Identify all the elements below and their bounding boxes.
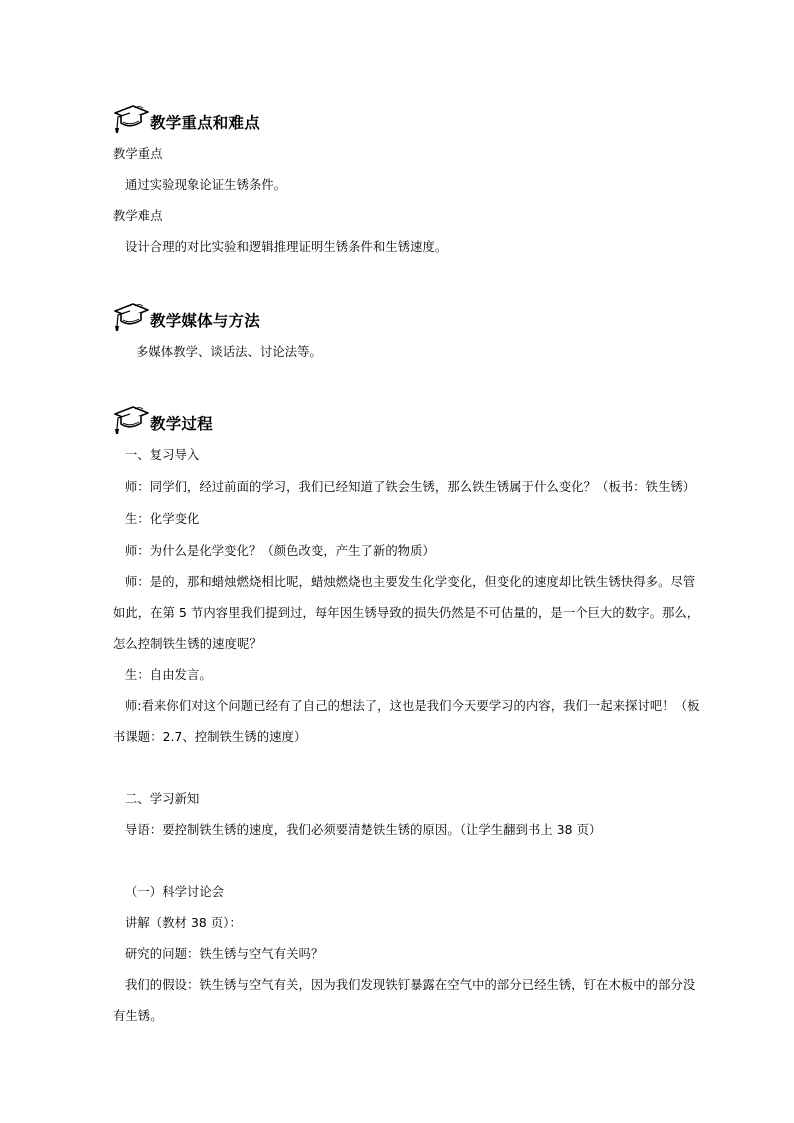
section-heading-focus xyxy=(113,101,260,135)
section-heading-process xyxy=(113,402,213,436)
paragraph: 我们的假设：铁生锈与空气有关，因为我们发现铁钉暴露在空气中的部分已经生锈，钉在木板中的部分没 xyxy=(125,978,696,992)
graduation-cap-icon xyxy=(113,301,149,333)
key-point-label: 教学重点 xyxy=(113,147,163,161)
key-point-text: 通过实验现象论证生锈条件。 xyxy=(125,178,287,192)
media-text: 多媒体教学、谈话法、讨论法等。 xyxy=(136,345,322,359)
paragraph: 研究的问题：铁生锈与空气有关吗？ xyxy=(125,947,324,961)
section-title: 教学重点和难点 xyxy=(150,114,260,132)
sub1-title: （一）科学讨论会 xyxy=(125,885,225,899)
paragraph: 讲解（教材 38 页）： xyxy=(125,916,242,930)
paragraph: 有生锈。 xyxy=(113,1009,163,1023)
section-title: 教学媒体与方法 xyxy=(150,312,260,330)
paragraph: 师:看来你们对这个问题已经有了自己的想法了，这也是我们今天要学习的内容，我们一起来探讨吧！（板 xyxy=(125,699,700,713)
paragraph: 怎么控制铁生锈的速度呢？ xyxy=(113,637,262,651)
paragraph: 书课题：2.7、控制铁生锈的速度） xyxy=(113,730,307,744)
graduation-cap-icon xyxy=(113,103,149,135)
graduation-cap-icon xyxy=(113,404,149,436)
paragraph: 师：是的，那和蜡烛燃烧相比呢，蜡烛燃烧也主要发生化学变化，但变化的速度却比铁生锈快得多。尽管 xyxy=(125,575,696,589)
part2-title: 二、学习新知 xyxy=(125,792,200,806)
difficulty-text: 设计合理的对比实验和逻辑推理证明生锈条件和生锈速度。 xyxy=(125,240,448,254)
paragraph: 如此，在第 5 节内容里我们提到过，每年因生锈导致的损失仍然是不可估量的，是一个巨大的数字。那么， xyxy=(113,606,700,620)
paragraph: 师：为什么是化学变化？（颜色改变，产生了新的物质） xyxy=(125,544,435,558)
section-title: 教学过程 xyxy=(150,415,213,433)
paragraph: 师：同学们，经过前面的学习，我们已经知道了铁会生锈，那么铁生锈属于什么变化？（板书：铁生锈） xyxy=(125,480,696,494)
paragraph: 生：化学变化 xyxy=(125,512,200,526)
paragraph: 生：自由发言。 xyxy=(125,668,212,682)
part1-title: 一、复习导入 xyxy=(125,448,200,462)
difficulty-label: 教学难点 xyxy=(113,209,163,223)
paragraph: 导语：要控制铁生锈的速度，我们必须要清楚铁生锈的原因。（让学生翻到书上 38 页） xyxy=(125,823,602,837)
section-heading-media xyxy=(113,299,260,333)
